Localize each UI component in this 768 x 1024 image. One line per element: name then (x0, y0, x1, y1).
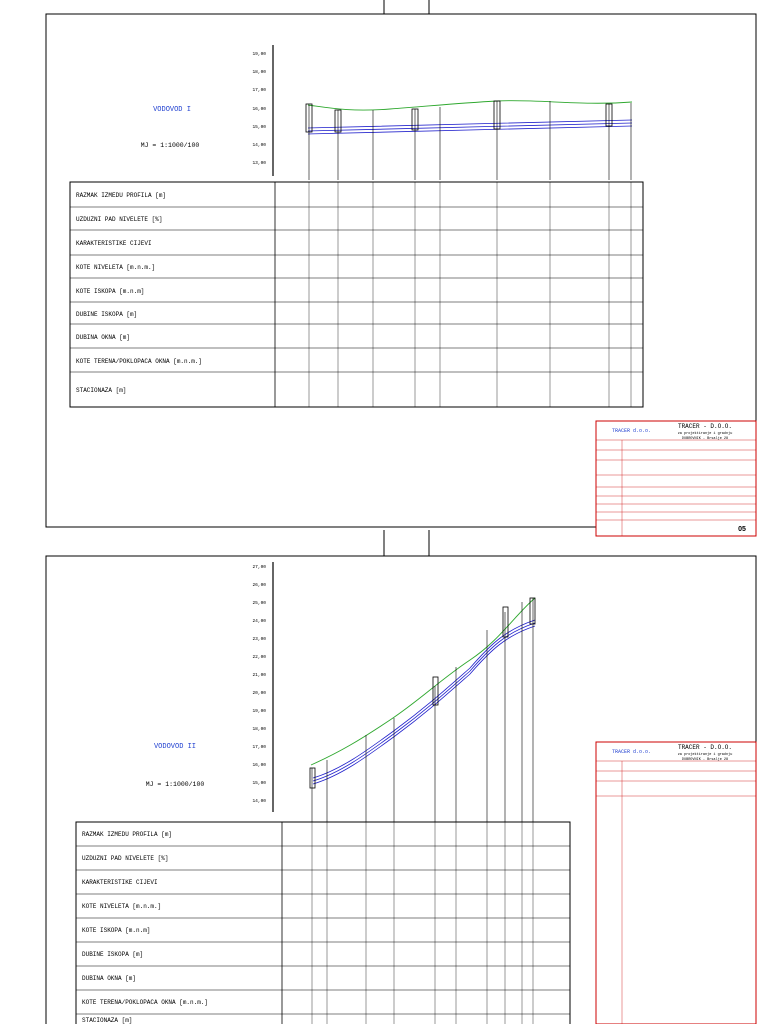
y-tick-label: 20,00 (252, 691, 266, 696)
y-tick-label: 14,00 (252, 799, 266, 804)
sheet-2-pipe-line-bottom (313, 626, 535, 784)
row-label: KOTE NIVELETA [m.n.m.] (82, 903, 162, 910)
y-tick-label: 17,00 (252, 745, 266, 750)
sheet-2-manholes (310, 598, 535, 788)
y-tick-label: 25,00 (252, 601, 266, 606)
row-label: DUBINA OKNA [m] (82, 975, 137, 982)
row-label: KOTE ISKOPA [m.n.m] (76, 288, 145, 295)
row-label: KARAKTERISTIKE CIJEVI (82, 879, 158, 886)
sheet-2-pipe-line-top (313, 620, 535, 778)
company-name: TRACER - D.O.O. (677, 744, 733, 751)
sheet-2-y-ticks (252, 564, 266, 804)
y-tick-label: 18,00 (252, 70, 266, 75)
sheet-1-profile-table (70, 182, 643, 407)
sheet-1-profile-lines (309, 101, 631, 180)
sheet-2-title: VODOVOD II (153, 743, 197, 751)
sheet-2-profile-table (76, 822, 570, 1024)
y-tick-label: 26,00 (252, 583, 266, 588)
y-tick-label: 17,00 (252, 88, 266, 93)
y-tick-label: 16,00 (252, 763, 266, 768)
row-label: DUBINE ISKOPA [m] (82, 951, 144, 958)
sheet-1 (46, 0, 756, 536)
company-name: TRACER - D.O.O. (677, 423, 733, 430)
y-tick-label: 16,00 (252, 107, 266, 112)
sheet-2-terrain-line (311, 598, 535, 765)
sheet-2 (46, 530, 756, 1024)
row-label: KOTE TERENA/POKLOPACA OKNA [m.n.m.] (76, 358, 203, 365)
row-label: RAZMAK IZMEDU PROFILA [m] (82, 831, 173, 838)
sheet-1-scale: MJ = 1:1000/100 (140, 142, 200, 149)
row-label: STACIONAZA [m] (76, 387, 127, 394)
company-logo: TRACER d.o.o. (612, 749, 652, 755)
sheet-2-profile-lines (312, 598, 533, 822)
sheet-1-y-ticks (252, 51, 266, 166)
row-label: STACIONAZA [m] (82, 1017, 133, 1024)
y-tick-label: 19,00 (252, 709, 266, 714)
y-tick-label: 21,00 (252, 673, 266, 678)
y-tick-label: 23,00 (252, 637, 266, 642)
row-label: UZDUZNI PAD NIVELETE [%] (76, 216, 163, 223)
y-tick-label: 14,00 (252, 143, 266, 148)
y-tick-label: 15,00 (252, 781, 266, 786)
row-label: DUBINE ISKOPA [m] (76, 311, 138, 318)
row-label: KOTE NIVELETA [m.n.m.] (76, 264, 156, 271)
company-subtitle: za projektiranje i gradnju (677, 753, 733, 757)
y-tick-label: 13,00 (252, 161, 266, 166)
sheet-number: 05 (738, 526, 746, 533)
row-label: KOTE TERENA/POKLOPACA OKNA [m.n.m.] (82, 999, 209, 1006)
row-label: RAZMAK IZMEDU PROFILA [m] (76, 192, 167, 199)
sheet-1-title: VODOVOD I (153, 106, 191, 114)
y-tick-label: 22,00 (252, 655, 266, 660)
row-label: DUBINA OKNA [m] (76, 334, 131, 341)
company-subtitle: za projektiranje i gradnju (677, 432, 733, 436)
sheet-2-pipe-line-mid (313, 623, 535, 781)
y-tick-label: 24,00 (252, 619, 266, 624)
y-tick-label: 15,00 (252, 125, 266, 130)
company-logo: TRACER d.o.o. (612, 428, 652, 434)
company-city: DUBROVNIK - Brsalje 28 (681, 758, 729, 762)
sheet-2-title-block (596, 742, 756, 1024)
company-city: DUBROVNIK - Brsalje 28 (681, 437, 729, 441)
y-tick-label: 19,00 (252, 52, 266, 57)
y-tick-label: 18,00 (252, 727, 266, 732)
sheet-1-title-block (596, 421, 756, 536)
sheet-1-terrain-line (308, 101, 632, 110)
y-tick-label: 27,00 (252, 565, 266, 570)
sheet-2-scale: MJ = 1:1000/100 (145, 781, 205, 788)
row-label: KARAKTERISTIKE CIJEVI (76, 240, 152, 247)
row-label: UZDUZNI PAD NIVELETE [%] (82, 855, 169, 862)
row-label: KOTE ISKOPA [m.n.m] (82, 927, 151, 934)
